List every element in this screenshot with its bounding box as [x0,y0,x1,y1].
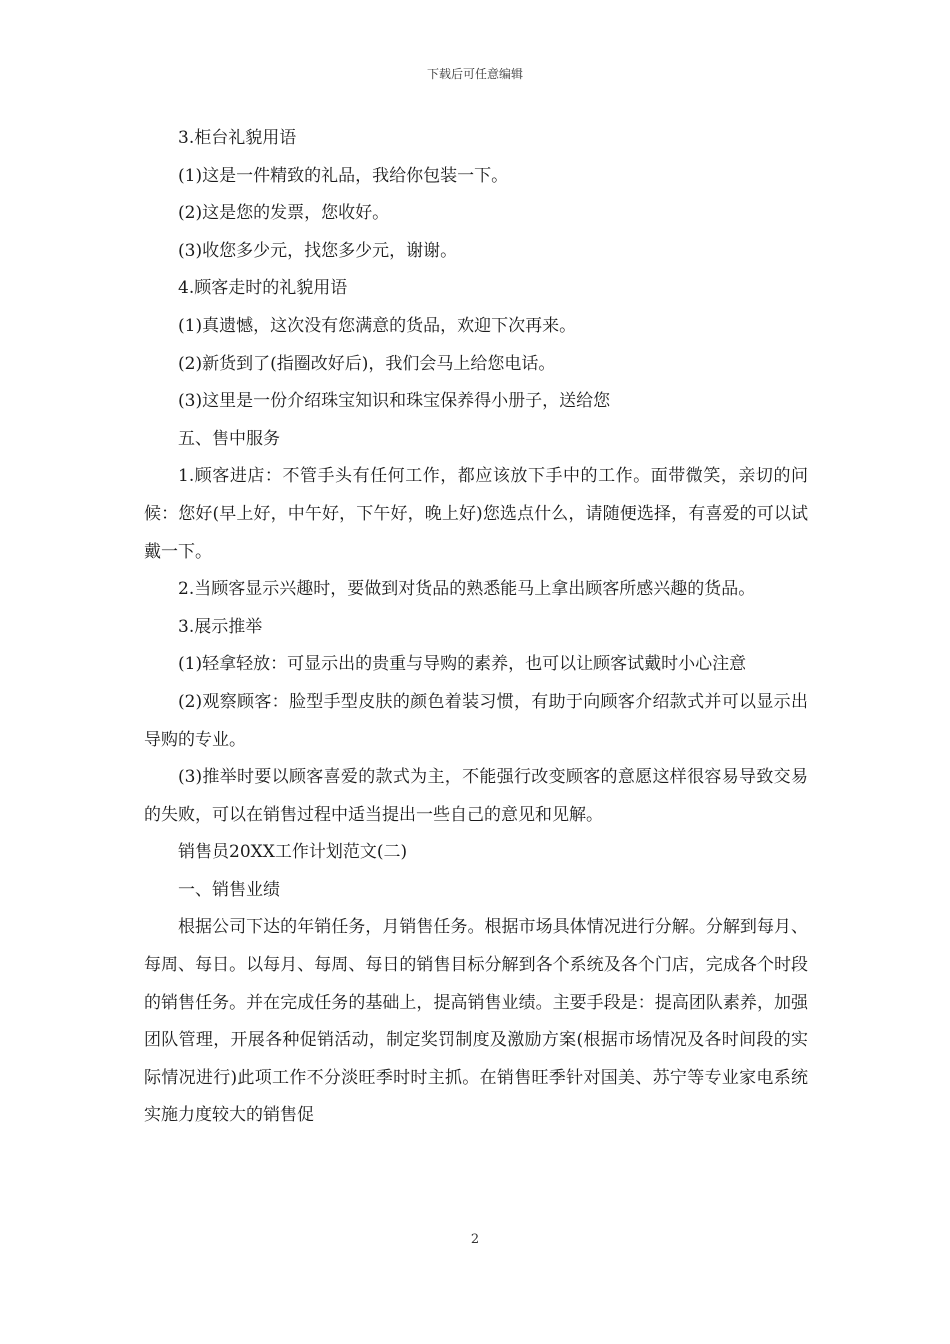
paragraph: (3)这里是一份介绍珠宝知识和珠宝保养得小册子，送给您 [178,391,611,412]
page-number: 2 [470,1232,480,1247]
paragraph: (1)真遗憾，这次没有您满意的货品，欢迎下次再来。 [178,315,577,336]
paragraph: 3.柜台礼貌用语 [178,128,297,148]
paragraph: 3.展示推举 [178,616,263,637]
document-title: 销售员20XX工作计划范文(二) [178,842,408,863]
section-heading: 一、销售业绩 [178,879,280,900]
paragraph: 2.当顾客显示兴趣时，要做到对货品的熟悉能马上拿出顾客所感兴趣的货品。 [178,579,756,600]
section-heading: 五、售中服务 [178,428,280,449]
paragraph: (3)推举时要以顾客喜爱的款式为主，不能强行改变顾客的意愿这样很容易导致交易的失败，可以在销售过程中适当提出一些自己的意见和见解。 [144,767,808,825]
document-body [144,120,808,1135]
page-header: 下载后可任意编辑 [426,67,523,81]
paragraph: (1)这是一件精致的礼品，我给你包装一下。 [178,165,509,186]
paragraph: (3)收您多少元，找您多少元，谢谢。 [178,240,458,261]
paragraph: (2)观察顾客：脸型手型皮肤的颜色着装习惯，有助于向顾客介绍款式并可以显示出导购的专业。 [144,691,808,750]
paragraph: (2)新货到了(指圈改好后)，我们会马上给您电话。 [178,353,556,374]
paragraph: (2)这是您的发票，您收好。 [178,203,390,224]
paragraph: (1)轻拿轻放：可显示出的贵重与导购的素养，也可以让顾客试戴时小心注意 [178,654,747,675]
paragraph: 1.顾客进店：不管手头有任何工作，都应该放下手中的工作。面带微笑，亲切的问候：您好(早上好，中午好，下午好，晚上好)您选点什么，请随便选择，有喜爱的可以试戴一下。 [144,466,808,562]
paragraph: 4.顾客走时的礼貌用语 [178,278,348,299]
paragraph: 根据公司下达的年销任务，月销售任务。根据市场具体情况进行分解。分解到每月、每周、每日。以每月、每周、每日的销售目标分解到各个系统及各个门店，完成各个时段的销售任务。并在完成任务的基础上，提高销售业绩。主要手段是：提高团队素养，加强团队管理，开展各种促销活动，制定奖罚制度及激励方案(根据市场情况及各时间段的实际情况进行)此项工作不分淡旺季时时主抓。在销售旺季针对国美、苏宁等专业家电系统实施力度较大的销售促 [144,917,808,1126]
